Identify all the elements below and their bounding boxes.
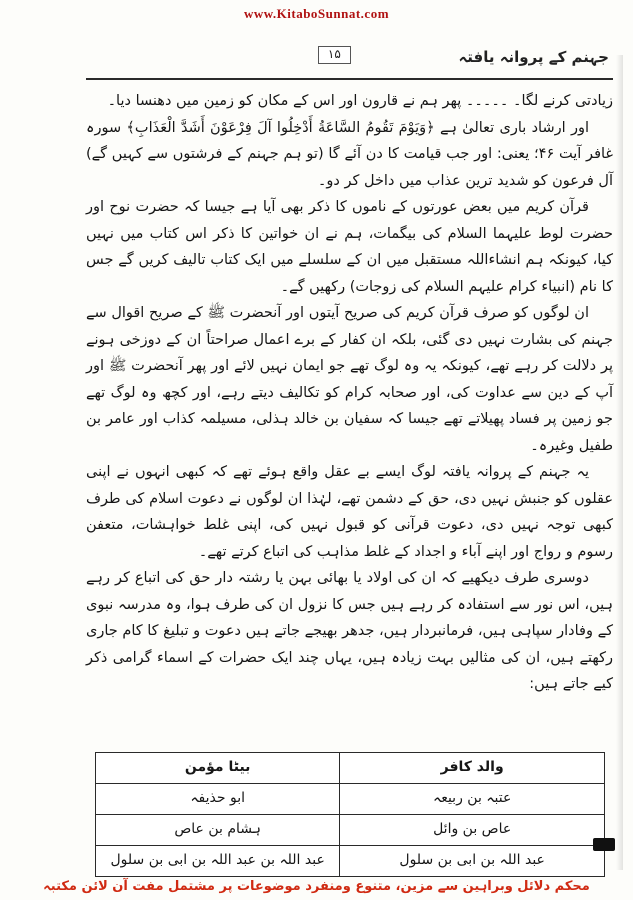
table-row [96,846,605,877]
column-header-son: بیٹا مؤمن [96,753,340,784]
father-son-table [95,752,605,877]
son-name: عبد اللہ بن عبد اللہ بن ابی بن سلول [96,846,340,877]
table-header-row [96,753,605,784]
book-title: جہنم کے پروانہ یافتہ [458,48,609,66]
paragraph-foolishness: یہ جہنم کے پروانہ یافتہ لوگ ایسے بے عقل واقع ہوئے تھے کہ کبھی انہوں نے اپنی عقلوں کو جنبش نہیں دی، حق کے دشمن تھے، لہٰذا ان لوگوں نے دعوت اسلام کی طرف کبھی توجہ نہیں دی، دعوت قرآنی کو قبول نہیں کی، اپنی غلط خواہشات، متعفن رسوم و رواج اور اپنے آباء و اجداد کے غلط مذاہب کی اتباع کرتے تھے۔ [86,464,613,560]
son-name: ابو حذیفہ [96,784,340,815]
father-name: عاص بن وائل [340,815,605,846]
father-name: عبد اللہ بن ابی بن سلول [340,846,605,877]
son-name: ہشام بن عاص [96,815,340,846]
paragraph-continuation: زیادتی کرنے لگا۔ ۔۔۔۔۔ پھر ہم نے قارون اور اس کے مکان کو زمین میں دھنسا دیا۔ [107,93,613,109]
body-text [86,88,613,698]
table-row [96,784,605,815]
paragraph-verse: اور ارشاد باری تعالیٰ ہے ﴿وَيَوْمَ تَقُومُ السَّاعَةُ أَدْخِلُوا آلَ فِرْعَوْنَ أَشَدَّ الْعَذَابِ﴾ سورہ غافر آیت ۴۶؛ یعنی: اور جب قیامت کا دن آئے گا (تو ہم جہنم کے فرشتوں سے کہیں گے) آل فرعون کو شدید ترین عذاب میں داخل کر دو۔ [86,119,613,189]
paragraph-descendants: دوسری طرف دیکھیے کہ ان کی اولاد یا بھائی بہن یا رشتہ دار حق کی اتباع کر رہے ہیں، اس نور سے استفادہ کر رہے ہیں جس کا نزول ان کی طرف ہوا، وہ مدرسہ نبوی کے وفادار سپاہی ہیں، فرمانبردار ہیں، جدھر بھیجے جاتے ہیں دعوت و تبلیغ کا کام جاری رکھتے ہیں، ان کی مثالیں بہت زیادہ ہیں، یہاں چند ایک حضرات کے اسماء گرامی ذکر کیے جاتے ہیں: [86,570,613,692]
page-header [86,46,613,80]
scan-artifact [593,838,615,851]
father-name: عتبہ بن ربیعہ [340,784,605,815]
paragraph-deeds: ان لوگوں کو صرف قرآن کریم کی صریح آیتوں اور آنحضرت ﷺ کے صریح اقوال سے جہنم کی بشارت نہیں دی گئی، بلکہ ان کفار کے برے اعمال صراحتاً ان کے دوزخی ہونے پر دلالت کر رہے تھے، کیونکہ یہ وہ لوگ تھے جو ایمان نہیں لائے اور پھر آنحضرت ﷺ اور آپ کے دین سے عداوت کی، اور صحابہ کرام کو تکالیف دیتے رہے، اور کچھ وہ لوگ تھے جو زمین پر فساد پھیلاتے تھے جیسا کہ سفیان بن خالد ہذلی، مسیلمہ کذاب اور عامر بن طفیل وغیرہ۔ [86,305,613,454]
table-row [96,815,605,846]
column-header-father: والد کافر [340,753,605,784]
site-url-link[interactable]: www.KitaboSunnat.com [243,6,390,21]
paragraph-women-mention: قرآن کریم میں بعض عورتوں کے ناموں کا ذکر بھی آیا ہے جیسا کہ حضرت نوح اور حضرت لوط علیہما السلام کی بیگمات، ہم نے ان خواتین کا ذکر اس کتاب میں نہیں کیا، کیونکہ ہم انشاءاللہ مستقبل میں ان کے سلسلے میں ایک کتاب تالیف کریں گے جس کا نام (انبیاء کرام علیہم السلام کی زوجات) رکھیں گے۔ [86,199,613,295]
scan-edge-shadow [616,55,623,870]
footer-tagline: محکم دلائل وبراہین سے مزین، متنوع ومنفرد موضوعات پر مشتمل مفت آن لائن مکتبہ [43,879,590,894]
page-number: ۱۵ [318,46,351,64]
